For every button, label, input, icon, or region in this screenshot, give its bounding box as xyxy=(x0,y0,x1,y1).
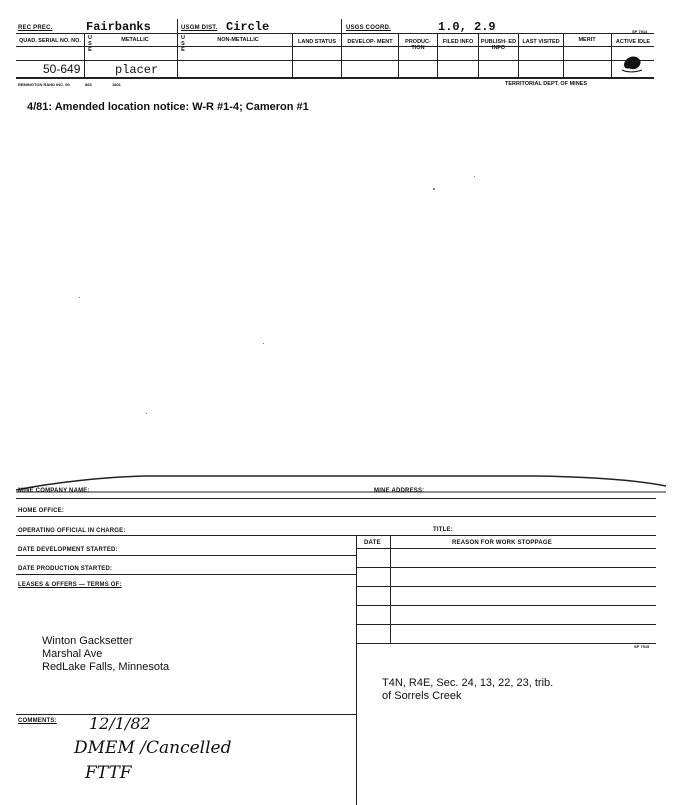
col-merit: MERIT xyxy=(578,37,596,43)
usgs-dist-label: USGM DIST. xyxy=(181,25,218,31)
form-code-top: SP 7914 xyxy=(632,29,648,34)
printer-line: REMINGTON RAND INC. 50 xyxy=(18,82,70,87)
col-metallic: METALLIC xyxy=(121,37,149,43)
col-development: DEVELOP- MENT xyxy=(347,39,393,45)
metallic-value: placer xyxy=(115,63,159,77)
rec-prec-label: REC PREC. xyxy=(18,25,53,31)
form-code-bottom: SP 7915 xyxy=(634,644,650,649)
location-line-2: of Sorrels Creek xyxy=(382,690,462,702)
col-quad-serial: QUAD. SERIAL NO. NO. xyxy=(19,38,81,44)
handwritten-initials: FTTF xyxy=(85,763,132,783)
speck xyxy=(433,188,435,190)
col-filed-info: FILED INFO xyxy=(442,39,474,45)
serial-value: 50-649 xyxy=(43,62,81,76)
territorial-dept: TERRITORIAL DEPT. OF MINES xyxy=(505,81,587,87)
usgs-coord-value: 1.0, 2.9 xyxy=(438,20,496,34)
rec-prec-value: Fairbanks xyxy=(86,20,151,34)
date-column-header: DATE xyxy=(364,540,381,546)
active-mark-icon xyxy=(620,52,644,74)
owner-city: RedLake Falls, Minnesota xyxy=(42,661,170,673)
speck xyxy=(263,343,264,344)
handwritten-date: 12/1/82 xyxy=(89,714,151,733)
col-non-metallic: NON-METALLIC xyxy=(217,37,259,43)
owner-name: Winton Gacksetter xyxy=(42,635,133,647)
operating-official-label: OPERATING OFFICIAL IN CHARGE: xyxy=(18,528,126,534)
date-development-started-label: DATE DEVELOPMENT STARTED: xyxy=(18,547,118,553)
col-land-status: LAND STATUS xyxy=(298,39,336,45)
col-last-visited: LAST VISITED xyxy=(522,39,560,45)
usgs-dist-value: Circle xyxy=(226,20,270,34)
speck xyxy=(146,413,147,414)
speck xyxy=(474,176,475,177)
mine-address-label: MINE ADDRESS: xyxy=(374,488,425,494)
card-top-edge xyxy=(16,474,666,496)
mine-company-name-label: MINE COMPANY NAME: xyxy=(18,488,90,494)
reason-column-header: REASON FOR WORK STOPPAGE xyxy=(452,540,552,546)
col-published-info: PUBLISH- ED INFO xyxy=(480,39,517,51)
handwritten-status: DMEM /Cancelled xyxy=(74,738,232,758)
comments-label: COMMENTS: xyxy=(18,718,57,724)
leases-offers-label: LEASES & OFFERS — TERMS OF: xyxy=(18,582,122,588)
col-active-idle: ACTIVE IDLE xyxy=(615,39,651,45)
printer-code-2: 1801 xyxy=(112,82,121,87)
location-line-1: T4N, R4E, Sec. 24, 13, 22, 23, trib. xyxy=(382,677,554,689)
usgs-coord-label: USGS COORD. xyxy=(346,25,391,31)
col-use-nonmetallic-prefix: U S E xyxy=(181,35,185,53)
col-production: PRODUC- TION xyxy=(405,39,431,51)
speck xyxy=(79,297,80,298)
home-office-label: HOME OFFICE: xyxy=(18,508,65,514)
col-use-metallic-prefix: U S E xyxy=(88,35,92,53)
owner-street: Marshal Ave xyxy=(42,648,103,660)
printer-code-1: 883 xyxy=(85,82,92,87)
note-line: 4/81: Amended location notice: W-R #1-4; Cameron #1 xyxy=(27,101,309,113)
title-label: TITLE: xyxy=(433,527,453,533)
date-production-started-label: DATE PRODUCTION STARTED: xyxy=(18,566,113,572)
